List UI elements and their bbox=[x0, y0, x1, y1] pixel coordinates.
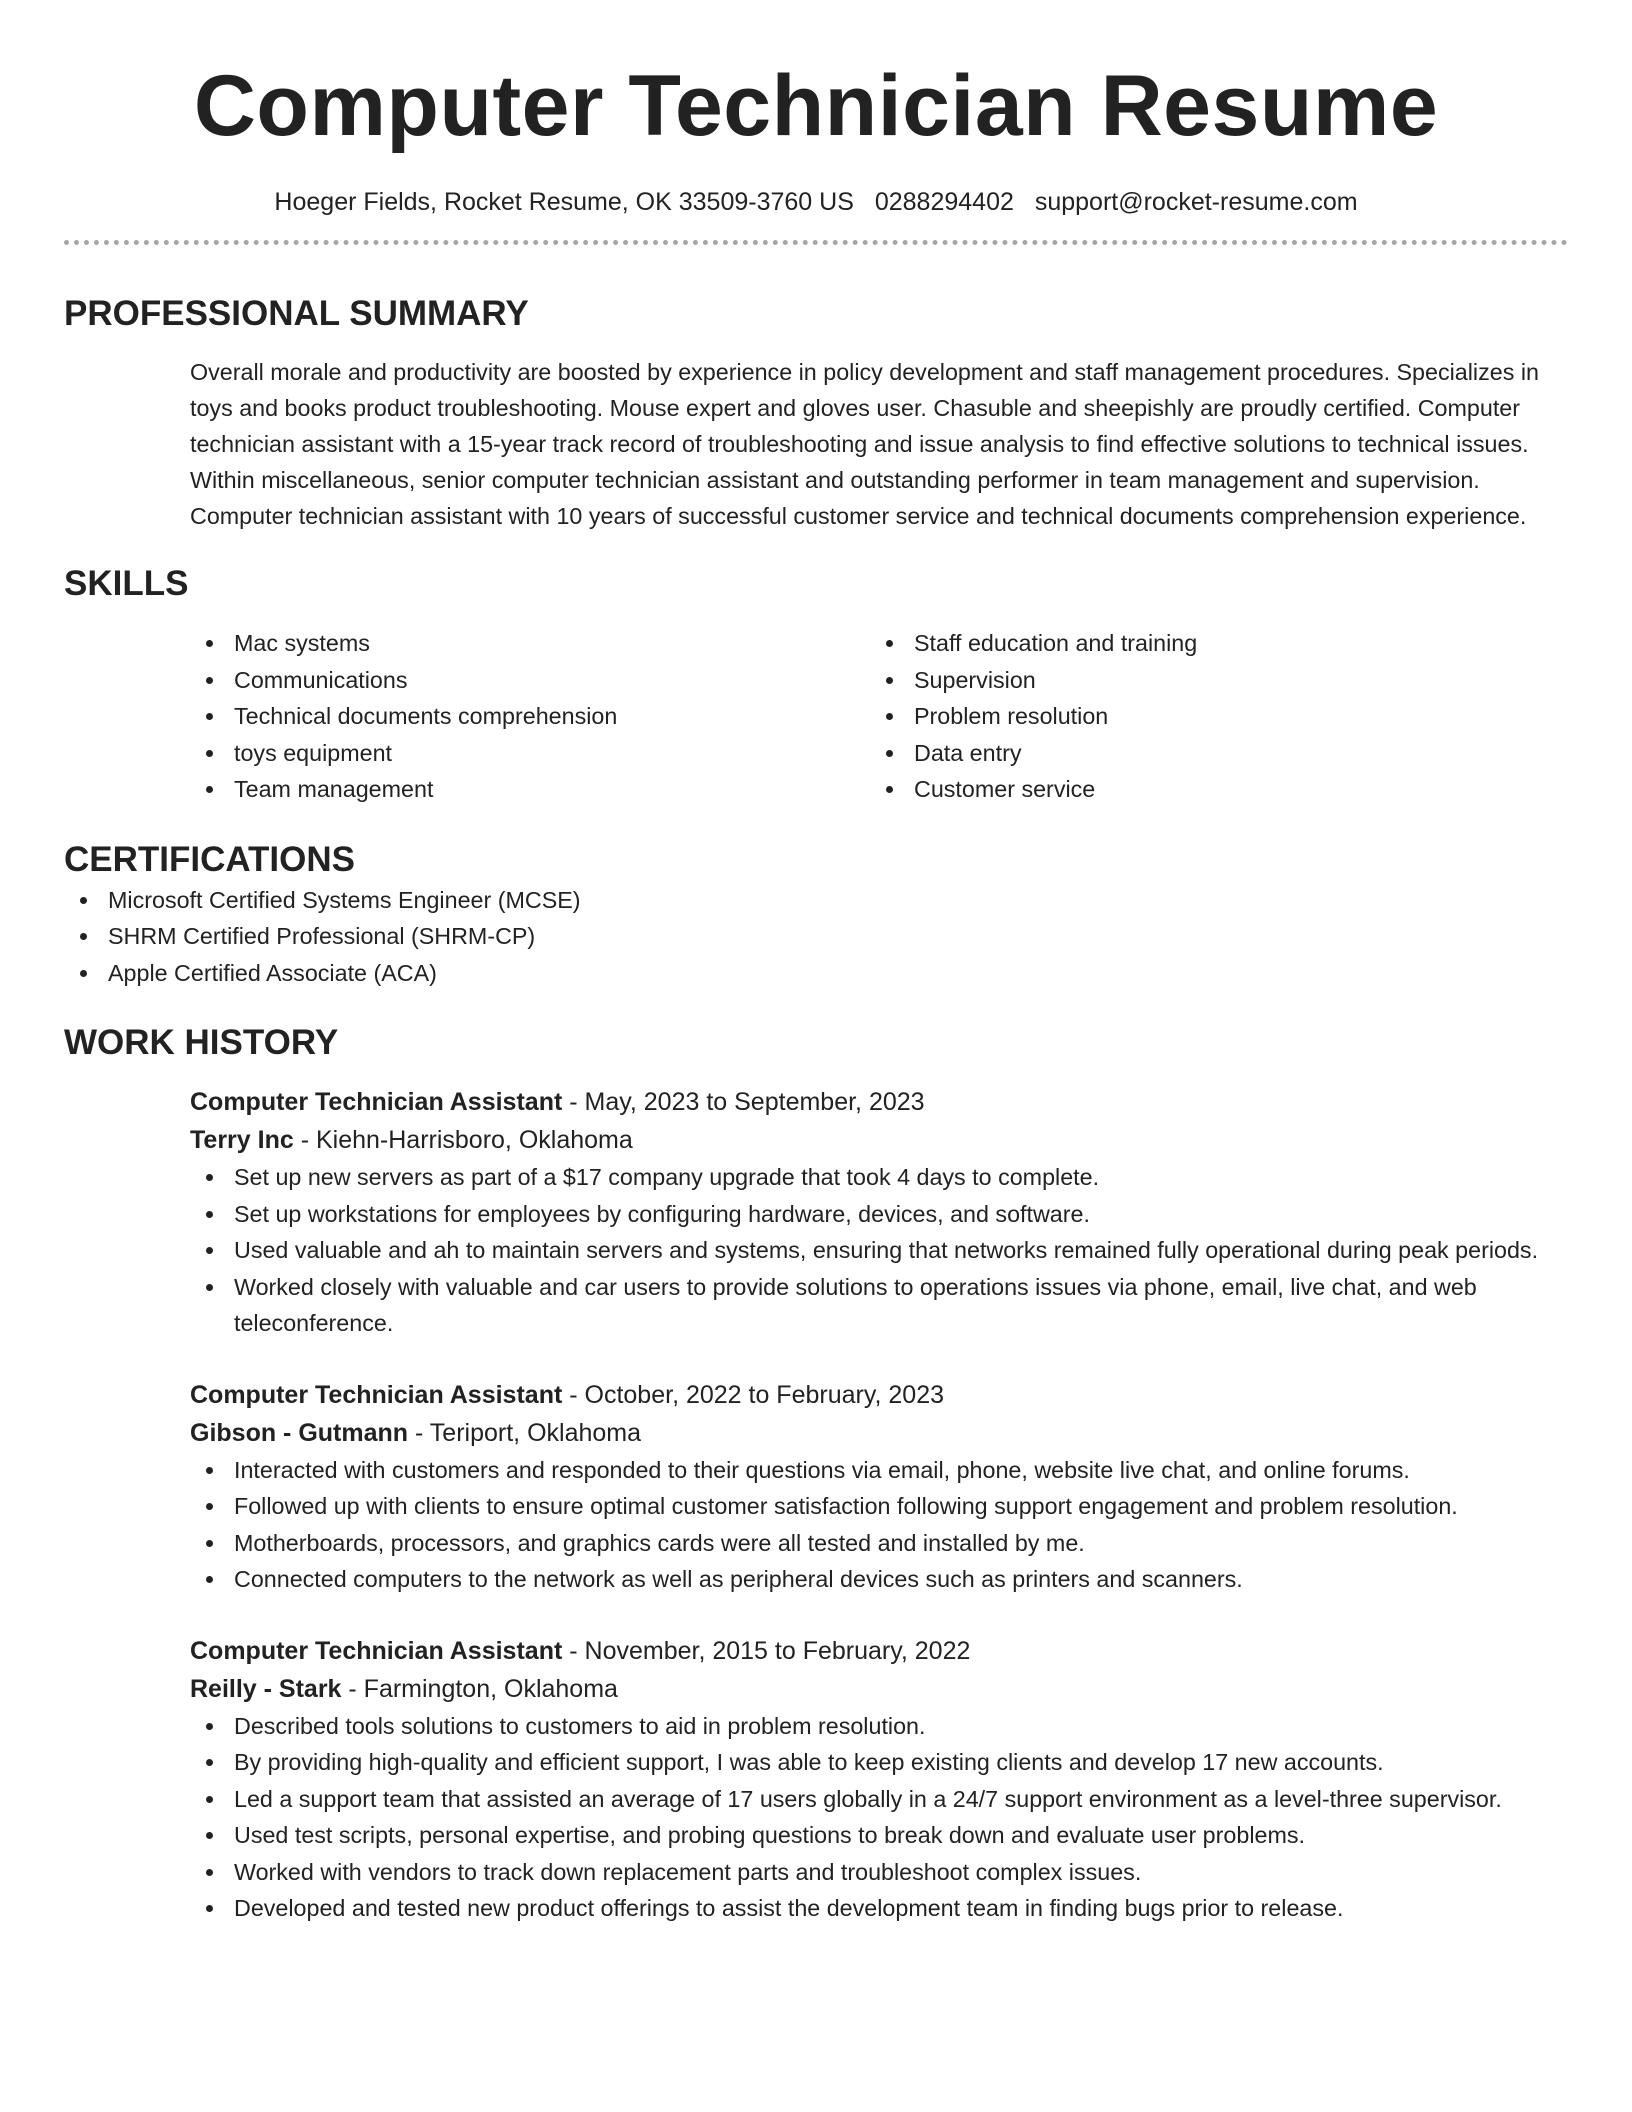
certifications-list bbox=[64, 882, 1568, 992]
section-heading-work-history: WORK HISTORY bbox=[64, 1023, 339, 1062]
certification-item: Microsoft Certified Systems Engineer (MCSE) bbox=[64, 882, 1568, 919]
section-heading-summary: PROFESSIONAL SUMMARY bbox=[64, 294, 529, 333]
job-title: Computer Technician Assistant bbox=[190, 1636, 563, 1665]
skills-list-left bbox=[190, 625, 870, 808]
job-company: Gibson - Gutmann bbox=[190, 1418, 409, 1447]
skill-item: Mac systems bbox=[190, 625, 870, 662]
certification-item: Apple Certified Associate (ACA) bbox=[64, 955, 1568, 992]
skill-item: Customer service bbox=[870, 771, 1568, 808]
skill-item: Technical documents comprehension bbox=[190, 698, 870, 735]
skills-grid bbox=[190, 625, 1568, 808]
contact-phone: 0288294402 bbox=[874, 188, 1014, 216]
skill-item: Data entry bbox=[870, 735, 1568, 772]
skill-item: Staff education and training bbox=[870, 625, 1568, 662]
resume-title: Computer Technician Resume bbox=[193, 58, 1439, 154]
skills-list-right bbox=[870, 625, 1568, 808]
contact-address: Hoeger Fields, Rocket Resume, OK 33509-3760 US bbox=[274, 188, 854, 216]
job-bullet: By providing high-quality and efficient support, I was able to keep existing clients and develop 17 new accounts. bbox=[190, 1744, 1568, 1781]
job-bullet: Set up workstations for employees by configuring hardware, devices, and software. bbox=[190, 1196, 1568, 1233]
job-dates: - November, 2015 to February, 2022 bbox=[562, 1636, 971, 1665]
job-company-line bbox=[190, 1670, 1568, 1708]
contact-email[interactable]: support@rocket-resume.com bbox=[1034, 188, 1358, 216]
job-bullet: Followed up with clients to ensure optimal customer satisfaction following support engagement and problem resolution. bbox=[190, 1488, 1568, 1525]
job-bullet: Used valuable and ah to maintain servers and systems, ensuring that networks remained fully operational during peak periods. bbox=[190, 1232, 1568, 1269]
job-bullet: Set up new servers as part of a $17 company upgrade that took 4 days to complete. bbox=[190, 1159, 1568, 1196]
job-bullet: Worked closely with valuable and car users to provide solutions to operations issues via phone, email, live chat, and web teleconference. bbox=[190, 1269, 1568, 1342]
job-bullet: Interacted with customers and responded to their questions via email, phone, website live chat, and online forums. bbox=[190, 1452, 1568, 1489]
job-bullet: Used test scripts, personal expertise, and probing questions to break down and evaluate user problems. bbox=[190, 1817, 1568, 1854]
header-divider bbox=[64, 240, 1568, 245]
job-dates: - May, 2023 to September, 2023 bbox=[562, 1088, 925, 1116]
job-bullet: Led a support team that assisted an average of 17 users globally in a 24/7 support environment as a level-three supervisor. bbox=[190, 1781, 1568, 1818]
job-location: - Teriport, Oklahoma bbox=[408, 1418, 642, 1447]
skill-item: Supervision bbox=[870, 662, 1568, 699]
skill-item: Communications bbox=[190, 662, 870, 699]
job-entry bbox=[190, 1083, 1568, 1342]
job-bullets bbox=[190, 1452, 1568, 1598]
job-entry bbox=[190, 1632, 1568, 1927]
job-title: Computer Technician Assistant bbox=[190, 1088, 563, 1116]
skill-item: Team management bbox=[190, 771, 870, 808]
certification-item: SHRM Certified Professional (SHRM-CP) bbox=[64, 918, 1568, 955]
job-title: Computer Technician Assistant bbox=[190, 1380, 563, 1409]
job-title-line bbox=[190, 1083, 1568, 1121]
job-title-line bbox=[190, 1632, 1568, 1670]
job-location: - Kiehn-Harrisboro, Oklahoma bbox=[293, 1126, 633, 1154]
contact-line bbox=[64, 184, 1568, 220]
skill-item: toys equipment bbox=[190, 735, 870, 772]
job-bullet: Developed and tested new product offerings to assist the development team in finding bugs prior to release. bbox=[190, 1890, 1568, 1927]
section-heading-certifications: CERTIFICATIONS bbox=[64, 839, 356, 879]
job-bullet: Connected computers to the network as well as peripheral devices such as printers and scanners. bbox=[190, 1561, 1568, 1598]
job-company-line bbox=[190, 1414, 1568, 1452]
job-company: Terry Inc bbox=[190, 1126, 294, 1154]
job-bullet: Described tools solutions to customers to aid in problem resolution. bbox=[190, 1708, 1568, 1745]
section-heading-skills: SKILLS bbox=[64, 564, 189, 603]
job-dates: - October, 2022 to February, 2023 bbox=[562, 1380, 944, 1409]
job-bullet: Worked with vendors to track down replacement parts and troubleshoot complex issues. bbox=[190, 1854, 1568, 1891]
job-company: Reilly - Stark bbox=[190, 1674, 342, 1703]
job-company-line bbox=[190, 1121, 1568, 1159]
job-bullet: Motherboards, processors, and graphics cards were all tested and installed by me. bbox=[190, 1525, 1568, 1562]
job-bullets bbox=[190, 1159, 1568, 1342]
job-entry bbox=[190, 1376, 1568, 1598]
skill-item: Problem resolution bbox=[870, 698, 1568, 735]
summary-paragraph: Overall morale and productivity are boosted by experience in policy development and staff management procedures. Specializes in toys and books product troubleshooting. Mouse expert and gloves user. Chasuble and sheepishly are proudly certified. Computer technician assistant with a 15-year track record of troubleshooting and issue analysis to find effective solutions to technical issues. Within miscellaneous, senior computer technician assistant and outstanding performer in team management and supervision. Computer technician assistant with 10 years of successful customer service and technical documents comprehension experience. bbox=[190, 359, 1539, 529]
job-bullets bbox=[190, 1708, 1568, 1927]
job-title-line bbox=[190, 1376, 1568, 1414]
job-location: - Farmington, Oklahoma bbox=[341, 1674, 618, 1703]
